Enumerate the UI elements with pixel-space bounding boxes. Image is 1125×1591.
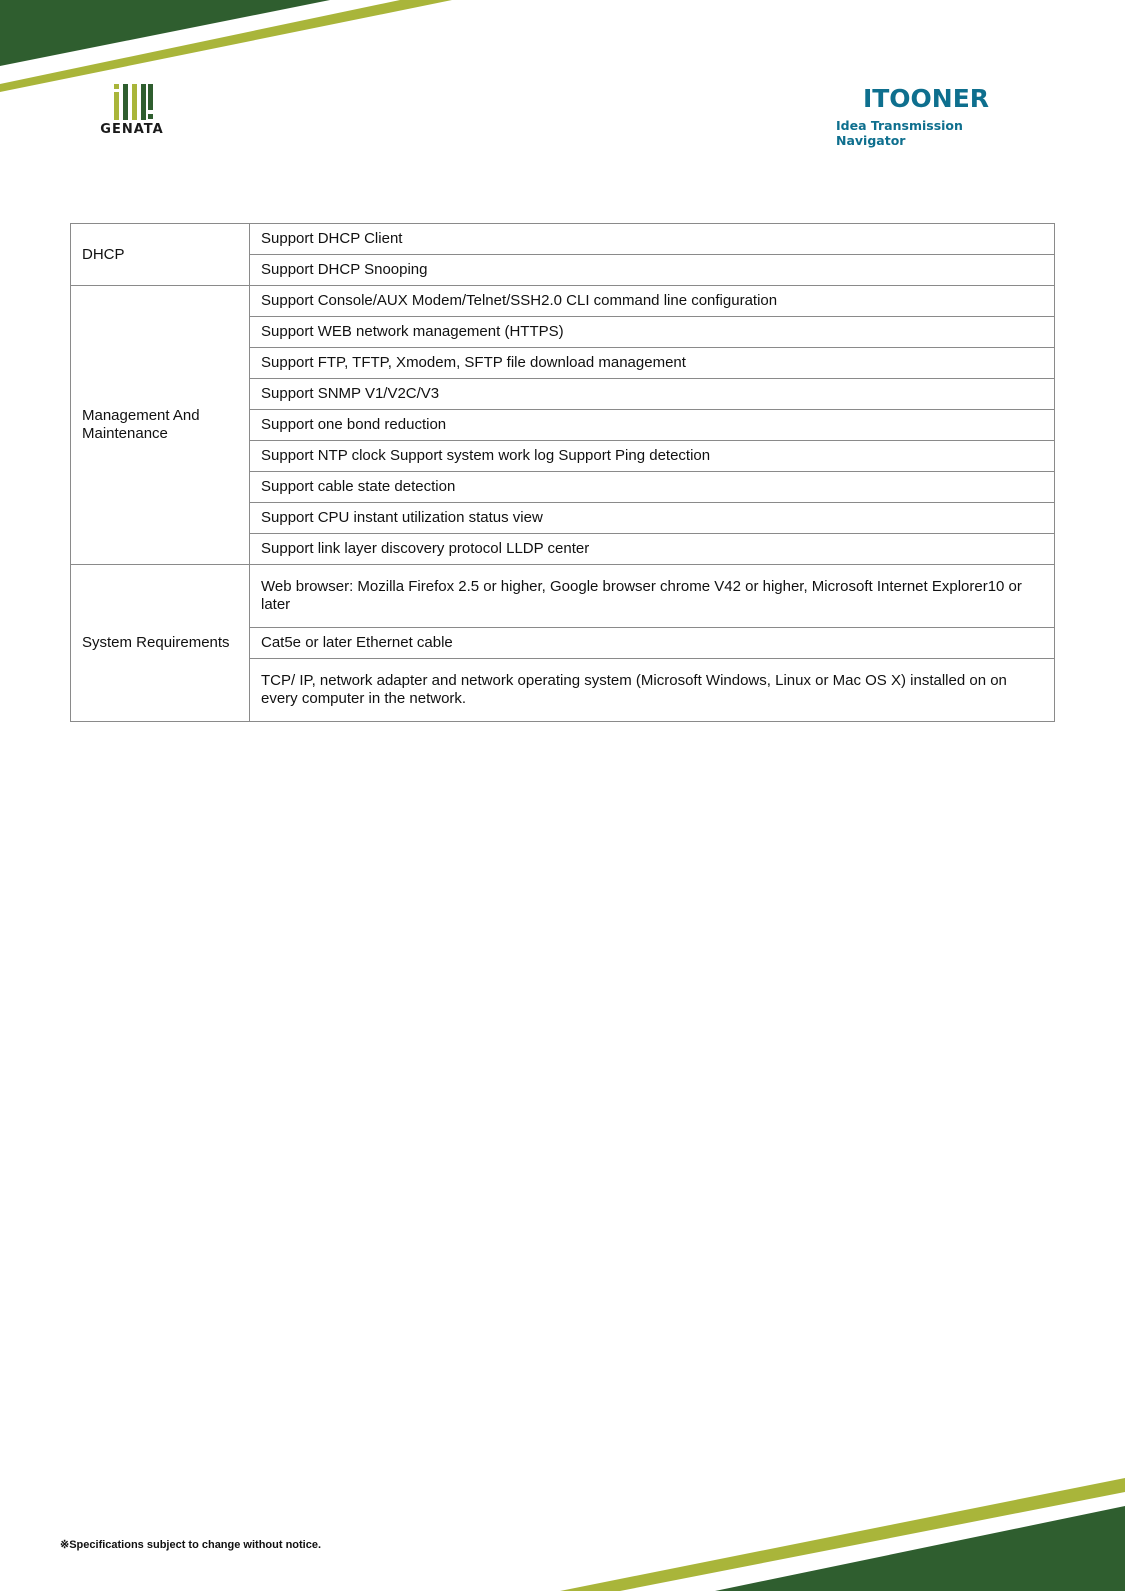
category-system-requirements: System Requirements — [71, 565, 250, 722]
itooner-tagline: Idea Transmission Navigator — [836, 118, 963, 148]
genata-logo-mark — [114, 84, 154, 120]
spec-item: Support DHCP Snooping — [250, 255, 1055, 286]
spec-item: Cat5e or later Ethernet cable — [250, 628, 1055, 659]
spec-item: Support cable state detection — [250, 472, 1055, 503]
genata-wordmark: GENATA — [100, 122, 164, 137]
table-row — [71, 224, 1055, 255]
table-row — [71, 286, 1055, 317]
spec-item: Support link layer discovery protocol LLDP center — [250, 534, 1055, 565]
spec-item: Web browser: Mozilla Firefox 2.5 or higher, Google browser chrome V42 or higher, Microsoft Internet Explorer10 or later — [250, 565, 1055, 628]
category-management: Management And Maintenance — [71, 286, 250, 565]
spec-item: Support CPU instant utilization status view — [250, 503, 1055, 534]
category-dhcp: DHCP — [71, 224, 250, 286]
spec-item: Support SNMP V1/V2C/V3 — [250, 379, 1055, 410]
table-row — [71, 565, 1055, 628]
specification-table — [70, 223, 1055, 722]
footnote: ※Specifications subject to change without notice. — [60, 1539, 322, 1551]
spec-item: Support Console/AUX Modem/Telnet/SSH2.0 CLI command line configuration — [250, 286, 1055, 317]
spec-item: Support DHCP Client — [250, 224, 1055, 255]
spec-item: Support NTP clock Support system work log Support Ping detection — [250, 441, 1055, 472]
itooner-wordmark: ITOONER — [862, 84, 990, 113]
spec-item: Support one bond reduction — [250, 410, 1055, 441]
itooner-logo — [836, 80, 1032, 148]
spec-item: Support WEB network management (HTTPS) — [250, 317, 1055, 348]
genata-logo — [96, 80, 168, 140]
spec-item: Support FTP, TFTP, Xmodem, SFTP file download management — [250, 348, 1055, 379]
header-stripes — [0, 0, 460, 100]
spec-item: TCP/ IP, network adapter and network operating system (Microsoft Windows, Linux or Mac OS X) installed on on every computer in the network. — [250, 659, 1055, 722]
